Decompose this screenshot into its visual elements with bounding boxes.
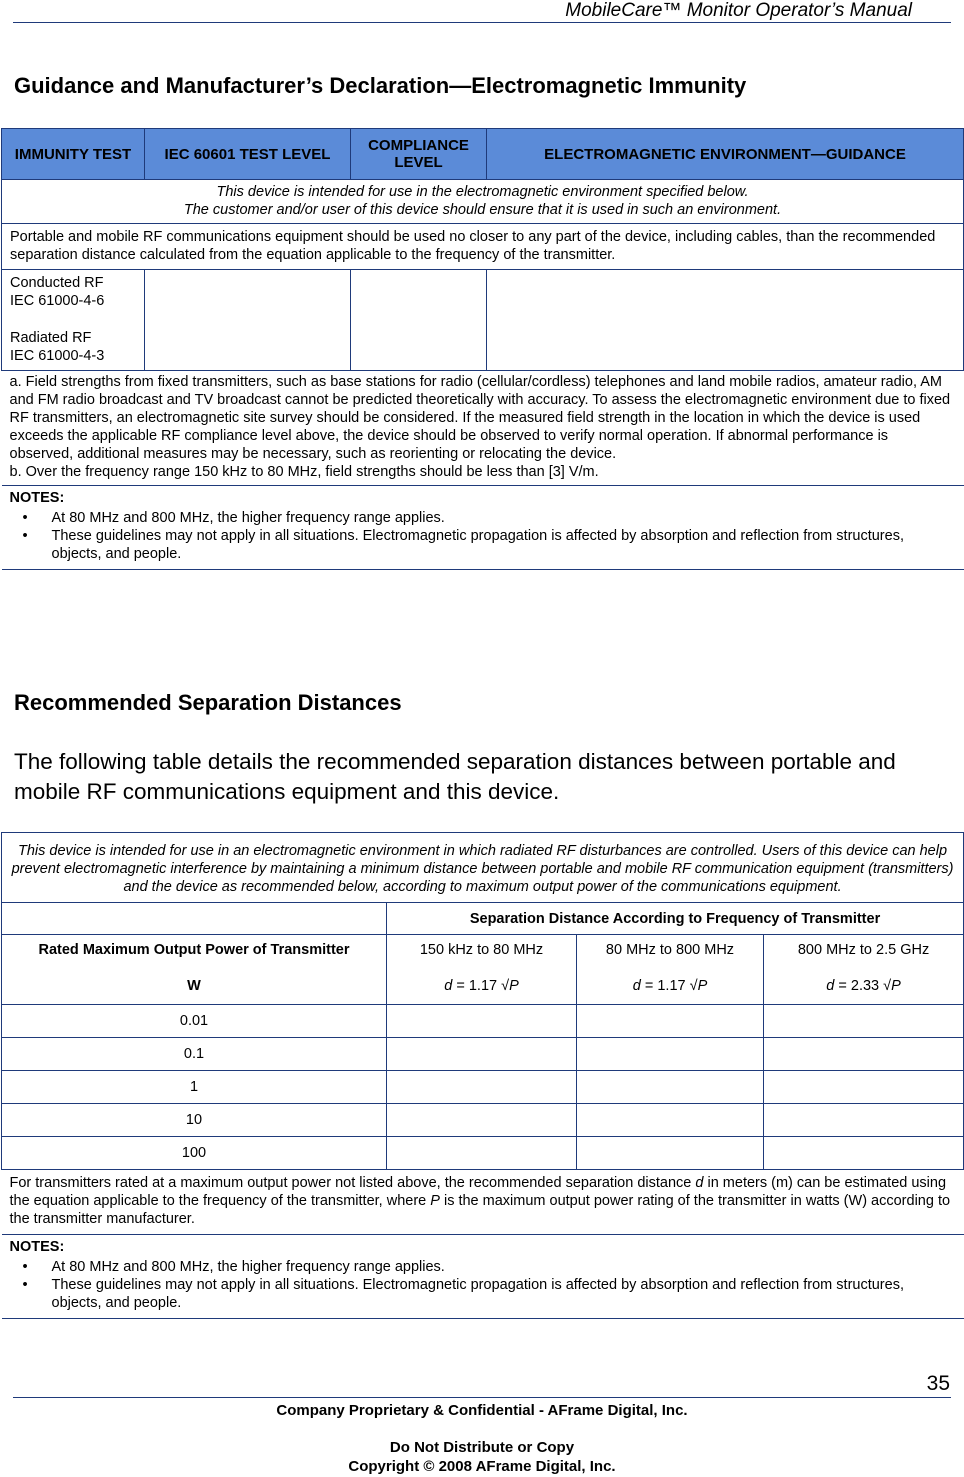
freq-range-label: 150 kHz to 80 MHz bbox=[419, 942, 544, 958]
distance-cell bbox=[764, 1137, 964, 1170]
list-item: • These guidelines may not apply in all situations. Electromagnetic propagation is affected by absorption and reflection from structures, objects, and people. bbox=[10, 527, 956, 563]
blank-header-cell bbox=[2, 903, 387, 935]
separation-distance-header: Separation Distance According to Frequency of Transmitter bbox=[387, 903, 964, 935]
distance-cell bbox=[577, 1104, 764, 1137]
immunity-test-cell bbox=[2, 270, 145, 371]
distance-cell bbox=[387, 1005, 577, 1038]
freq-range-1 bbox=[387, 935, 577, 1005]
section-heading-immunity: Guidance and Manufacturer’s Declaration—Electromagnetic Immunity bbox=[14, 73, 747, 98]
power-value: 0.01 bbox=[2, 1005, 387, 1038]
power-value: 100 bbox=[2, 1137, 387, 1170]
footnote-b: b. Over the frequency range 150 kHz to 80 MHz, field strengths should be less than [3] V/m. bbox=[9, 464, 599, 480]
separation-paragraph: The following table details the recommended separation distances between portable and mobile RF communications equipment and this device. bbox=[14, 749, 896, 804]
separation-footnote: For transmitters rated at a maximum output power not listed above, the recommended separation distance d in meters (m) can be estimated using the equation applicable to the frequency of the transmitter, where P is the maximum output power rating of the transmitter in watts (W) according to the transmitter manufacturer. bbox=[2, 1170, 964, 1235]
power-value: 0.1 bbox=[2, 1038, 387, 1071]
notes-label: NOTES: bbox=[9, 490, 65, 506]
power-value: 1 bbox=[2, 1071, 387, 1104]
list-item: • At 80 MHz and 800 MHz, the higher frequency range applies. bbox=[10, 509, 956, 527]
freq-range-label: 800 MHz to 2.5 GHz bbox=[797, 942, 930, 958]
list-item: • These guidelines may not apply in all situations. Electromagnetic propagation is affected by absorption and reflection from structures, objects, and people. bbox=[10, 1276, 956, 1312]
footer-copyright: Copyright © 2008 AFrame Digital, Inc. bbox=[348, 1458, 616, 1475]
table-row bbox=[2, 270, 964, 371]
intro-line-1: This device is intended for use in the electromagnetic environment specified below. bbox=[216, 184, 749, 200]
distance-cell bbox=[764, 1038, 964, 1071]
table-row bbox=[2, 1137, 964, 1170]
freq-range-label: 80 MHz to 800 MHz bbox=[605, 942, 735, 958]
conducted-rf-standard: IEC 61000-4-6 bbox=[10, 293, 105, 309]
footnotes-cell bbox=[2, 371, 964, 486]
table-row bbox=[2, 1104, 964, 1137]
table-row bbox=[2, 1038, 964, 1071]
distance-cell bbox=[764, 1071, 964, 1104]
footer-divider bbox=[13, 1397, 951, 1398]
col-header-guidance: ELECTROMAGNETIC ENVIRONMENT—GUIDANCE bbox=[487, 129, 964, 180]
test-level-cell bbox=[145, 270, 351, 371]
separation-intro: This device is intended for use in an electromagnetic environment in which radiated RF disturbances are controlled. Users of this device can help prevent electromagnetic interference by maintaining a minimum distance between portable and mobile RF communication equipment (transmitters) and the device as recommended below, according to maximum output power of the communications equipment. bbox=[2, 833, 964, 903]
header-divider bbox=[13, 22, 951, 23]
freq-range-3 bbox=[764, 935, 964, 1005]
col-header-compliance-level: COMPLIANCE LEVEL bbox=[351, 129, 487, 180]
distance-cell bbox=[387, 1104, 577, 1137]
freq-range-2 bbox=[577, 935, 764, 1005]
compliance-level-cell bbox=[351, 270, 487, 371]
notes-label: NOTES: bbox=[9, 1239, 65, 1255]
conducted-rf-label: Conducted RF bbox=[10, 275, 104, 291]
power-value: 10 bbox=[2, 1104, 387, 1137]
table-row bbox=[2, 1071, 964, 1104]
immunity-table bbox=[1, 128, 964, 570]
radiated-rf-label: Radiated RF bbox=[10, 330, 92, 346]
list-item: • At 80 MHz and 800 MHz, the higher frequency range applies. bbox=[10, 1258, 956, 1276]
distance-cell bbox=[764, 1005, 964, 1038]
footnote-a: a. Field strengths from fixed transmitters, such as base stations for radio (cellular/cordless) telephones and land mobile radios, amateur radio, AM and FM radio broadcast and TV broadcast cannot be predicted theoretically with accuracy. To assess the electromagnetic environment due to fixed RF transmitters, an electromagnetic site survey should be considered. If the measured field strength in the location in which the device is used exceeds the applicable RF compliance level above, the device should be observed to verify normal operation. If abnormal performance is observed, additional measures may be necessary, such as reorienting or relocating the device. bbox=[9, 374, 951, 462]
notes-cell bbox=[2, 1235, 964, 1319]
col-header-test-level: IEC 60601 TEST LEVEL bbox=[145, 129, 351, 180]
intro-line-2: The customer and/or user of this device should ensure that it is used in such an environment. bbox=[183, 202, 782, 218]
distance-cell bbox=[577, 1137, 764, 1170]
distance-cell bbox=[577, 1038, 764, 1071]
guidance-cell bbox=[487, 270, 964, 371]
frequency-header-row bbox=[2, 935, 964, 1005]
table-header-row bbox=[2, 129, 964, 180]
distance-cell bbox=[387, 1038, 577, 1071]
rated-power-unit: W bbox=[187, 978, 201, 994]
distance-equation: d = 2.33 √P bbox=[826, 978, 901, 994]
table-row bbox=[2, 1005, 964, 1038]
manual-title: MobileCare™ Monitor Operator’s Manual bbox=[565, 0, 912, 21]
portable-rf-text: Portable and mobile RF communications equipment should be used no closer to any part of the device, including cables, than the recommended separation distance calculated from the equation applicable to the frequency of the transmitter. bbox=[2, 224, 964, 270]
radiated-rf-standard: IEC 61000-4-3 bbox=[10, 348, 105, 364]
distance-cell bbox=[577, 1071, 764, 1104]
distance-cell bbox=[577, 1005, 764, 1038]
distance-equation: d = 1.17 √P bbox=[444, 978, 519, 994]
notes-cell bbox=[2, 486, 964, 570]
distance-cell bbox=[387, 1137, 577, 1170]
intro-cell bbox=[2, 180, 964, 224]
distance-cell bbox=[764, 1104, 964, 1137]
distance-cell bbox=[387, 1071, 577, 1104]
footer-confidential: Company Proprietary & Confidential - AFrame Digital, Inc. bbox=[276, 1402, 688, 1419]
distance-equation: d = 1.17 √P bbox=[632, 978, 708, 994]
page-number: 35 bbox=[926, 1372, 950, 1395]
col-header-immunity-test: IMMUNITY TEST bbox=[2, 129, 145, 180]
rated-power-label: Rated Maximum Output Power of Transmitter bbox=[38, 942, 350, 958]
section-heading-separation: Recommended Separation Distances bbox=[14, 690, 402, 715]
rated-power-header bbox=[2, 935, 387, 1005]
separation-distance-table bbox=[1, 832, 964, 1319]
footer-distribution: Do Not Distribute or Copy bbox=[389, 1439, 575, 1456]
